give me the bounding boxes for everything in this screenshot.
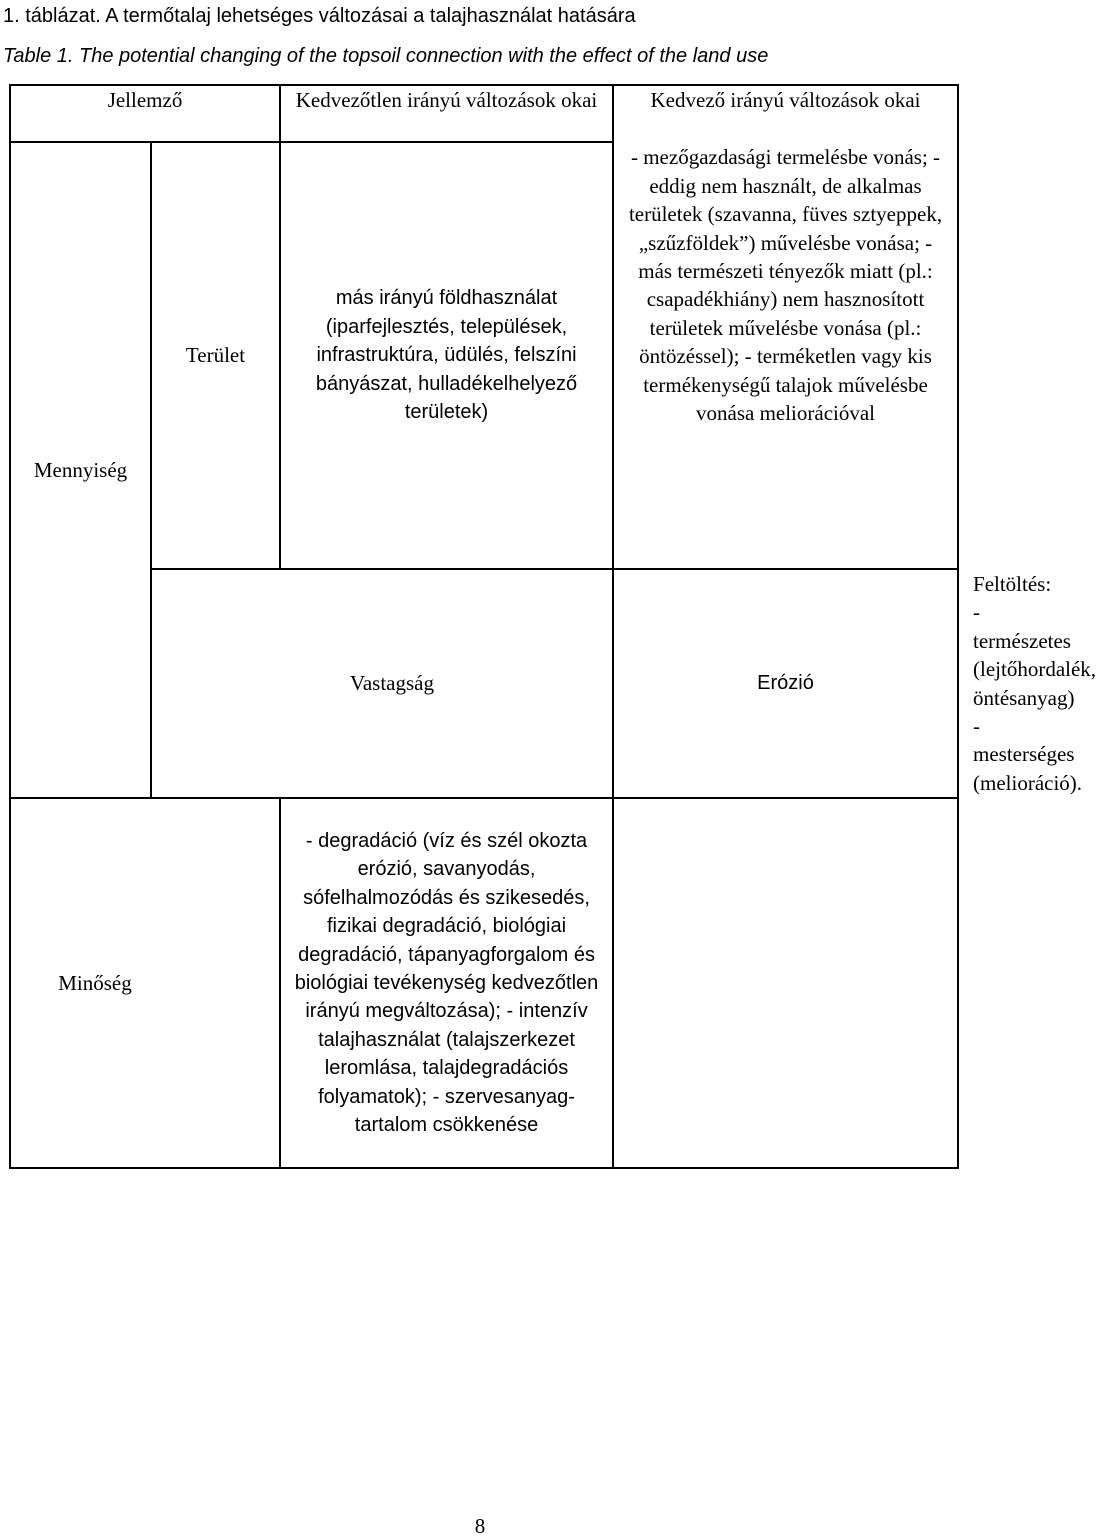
quality-unfavourable-cell: - degradáció (víz és szél okozta erózió, savanyodás, sófelhalmozódás és szikesedés, fizikai degradáció, biológiai degradáció, tápanyagforgalom és biológiai tevékenység kedvezőtlen irányú megváltozása); - intenzív talajhasználat (talajszerkezet leromlása, talajdegradációs folyamatok); - szervesanyag-tartalom csökkenése <box>280 798 613 1168</box>
table-caption-hu: 1. táblázat. A termőtalaj lehetséges változásai a talajhasználat hatására <box>3 5 636 27</box>
area-favourable-cell <box>613 85 958 569</box>
header-characteristic: Jellemző <box>10 85 280 142</box>
quality-favourable-cell <box>613 798 958 1168</box>
page-number: 8 <box>474 1514 486 1538</box>
table-caption-en: Table 1. The potential changing of the topsoil connection with the effect of the land use <box>3 45 769 67</box>
row-quantity: Mennyiség <box>10 142 151 798</box>
land-use-table: Jellemző Kedvezőtlen irányú változások okai Kedvező irányú változások okai - mezőgazdasági termelésbe vonás; - eddig nem használt, de alkalmas területek (szavanna, füves sztyeppek, „szűzföldek”) művelésbe vonása; - más természeti tényezők miatt (pl.: csapadékhiány) nem hasznosított területek művelésbe vonása (pl.: öntözéssel); - terméketlen vagy kis termékenységű talajok művelésbe vonása meliorációval Mennyiség Terület más irányú földhasználat (iparfejlesztés, települések, infrastruktúra, üdülés, felszíni bányászat, hulladékelhelyező területek) Vastagság Erózió Feltöltés: - természetes (lejtőhordalék, öntésanyag) - mesterséges (melioráció). Minőség - degradáció (víz és szél okozta erózió, savanyodás, sófelhalmozódás és szikesedés, fizikai degradáció, biológiai degradáció, tápanyagforgalom és biológiai tevékenység kedvezőtlen irányú megváltozása); - intenzív talajhasználat (talajszerkezet leromlása, talajdegradációs folyamatok); - szervesanyag-tartalom csökkenése <box>9 84 959 1169</box>
thickness-unfavourable-cell: Erózió <box>613 569 958 798</box>
row-thickness: Vastagság <box>151 569 613 798</box>
row-quality: Minőség <box>10 798 280 1168</box>
area-unfavourable-cell: más irányú földhasználat (iparfejlesztés, települések, infrastruktúra, üdülés, felszíni bányászat, hulladékelhelyező területek) <box>280 142 613 569</box>
area-favourable-text: - mezőgazdasági termelésbe vonás; - eddig nem használt, de alkalmas területek (szavanna, füves sztyeppek, „szűzföldek”) művelésbe vonása; - más természeti tényezők miatt (pl.: csapadékhiány) nem hasznosított területek művelésbe vonása (pl.: öntözéssel); - terméketlen vagy kis termékenységű talajok művelésbe vonása meliorációval <box>628 145 943 426</box>
header-unfavourable-causes: Kedvezőtlen irányú változások okai <box>280 85 613 142</box>
row-area: Terület <box>151 142 280 569</box>
header-favourable-causes: Kedvező irányú változások okai <box>650 88 921 112</box>
